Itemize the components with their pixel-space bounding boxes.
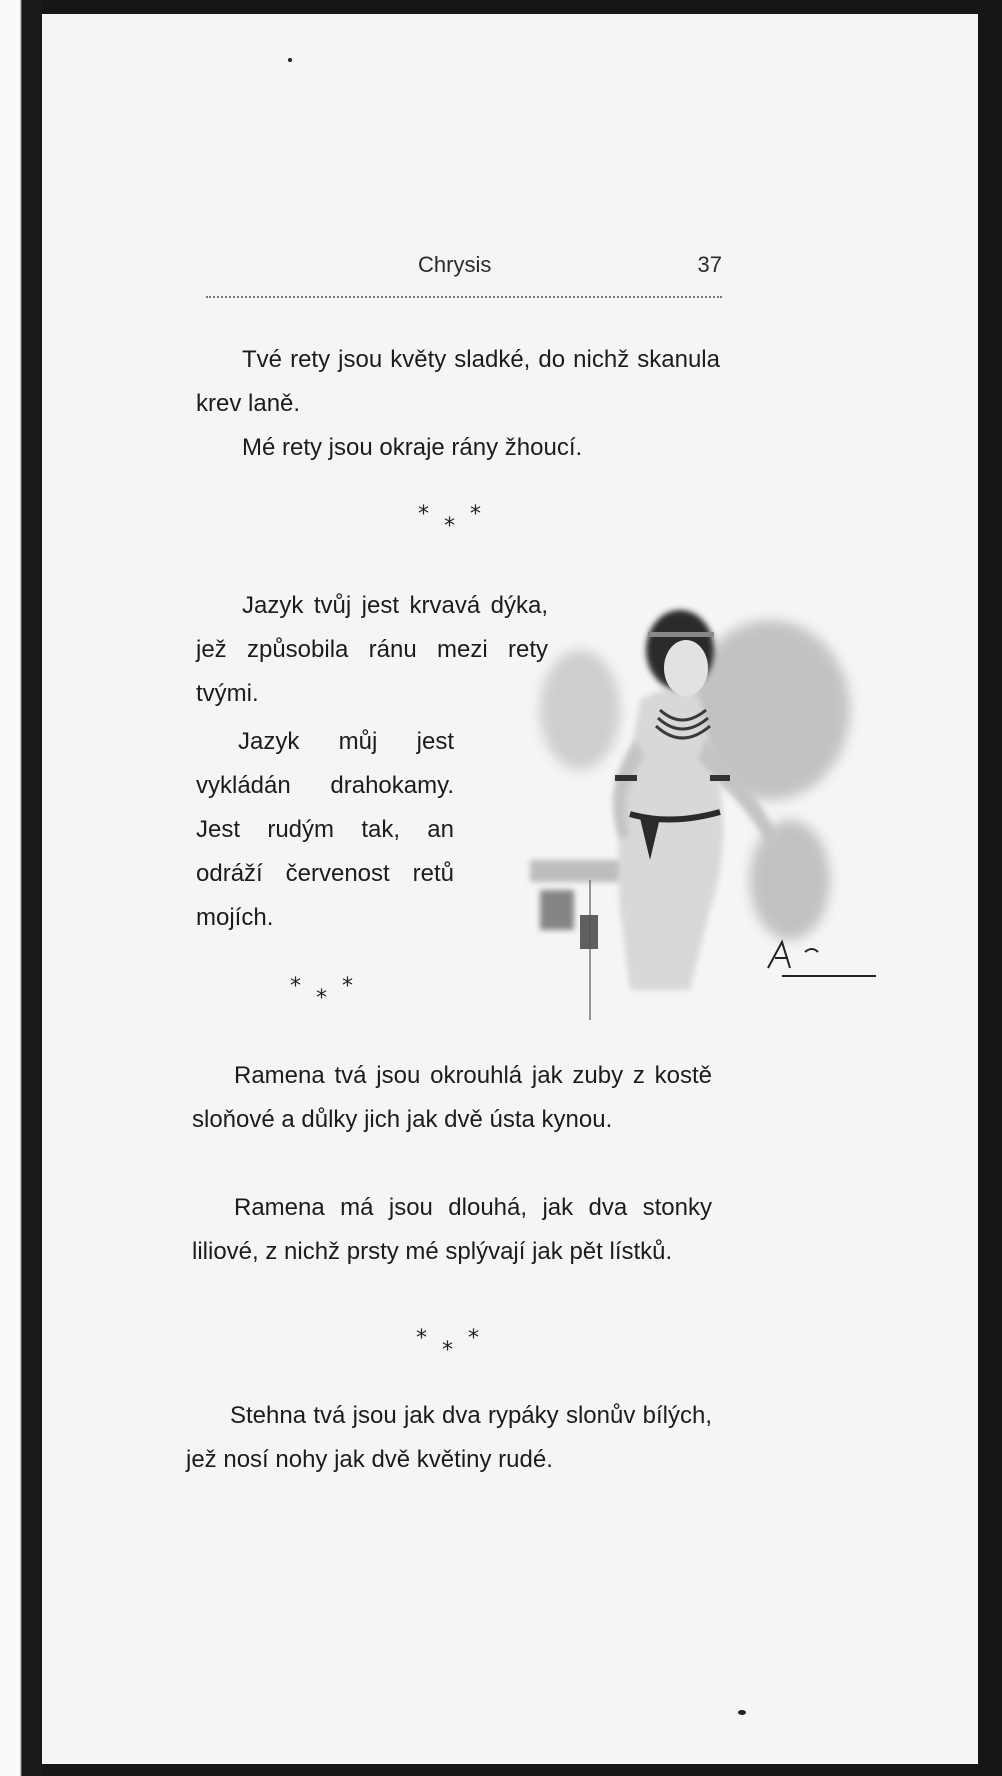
paragraph-s2-p2: Jazyk můj jest vykládán drahokamy. Jest rudým tak, an odráží červenost retů mojích. [196,728,454,931]
separator-star: * [342,974,353,999]
section-separator [416,1326,496,1366]
separator-star: * [444,514,455,539]
separator-star: * [468,1326,479,1351]
running-head [206,252,722,282]
separator-star: * [418,502,429,527]
separator-star: * [470,502,481,527]
separator-star: * [442,1338,453,1363]
scan-speck [738,1710,746,1715]
separator-star: * [416,1326,427,1351]
section-separator [290,974,370,1014]
paragraph-s1-p1: Tvé rety jsou květy sladké, do nichž skanula krev laně. [196,346,720,417]
woman-illustration [520,590,882,1020]
book-spine-edge [0,0,42,1776]
page-number: 37 [697,252,722,277]
paragraph-s3-p1: Ramena tvá jsou okrouhlá jak zuby z kostě sloňové a důlky jich jak dvě ústa kynou. [192,1062,712,1133]
header-rule [206,296,722,298]
running-title: Chrysis [418,252,492,277]
paragraph-s1-p2: Mé rety jsou okraje rány žhoucí. [242,434,583,461]
paragraph-s2-p1: Jazyk tvůj jest krvavá dýka, jež způsobila ránu mezi rety tvými. [196,592,548,707]
paragraph-s4-p1: Stehna tvá jsou jak dva rypáky slonův bílých, jež nosí nohy jak dvě květiny rudé. [186,1402,712,1473]
scan-speck [288,58,292,62]
separator-star: * [290,974,301,999]
paragraph-s3-p2: Ramena má jsou dlouhá, jak dva stonky liliové, z nichž prsty mé splývají jak pět lístků. [192,1194,712,1265]
section-separator [418,502,498,542]
separator-star: * [316,986,327,1011]
